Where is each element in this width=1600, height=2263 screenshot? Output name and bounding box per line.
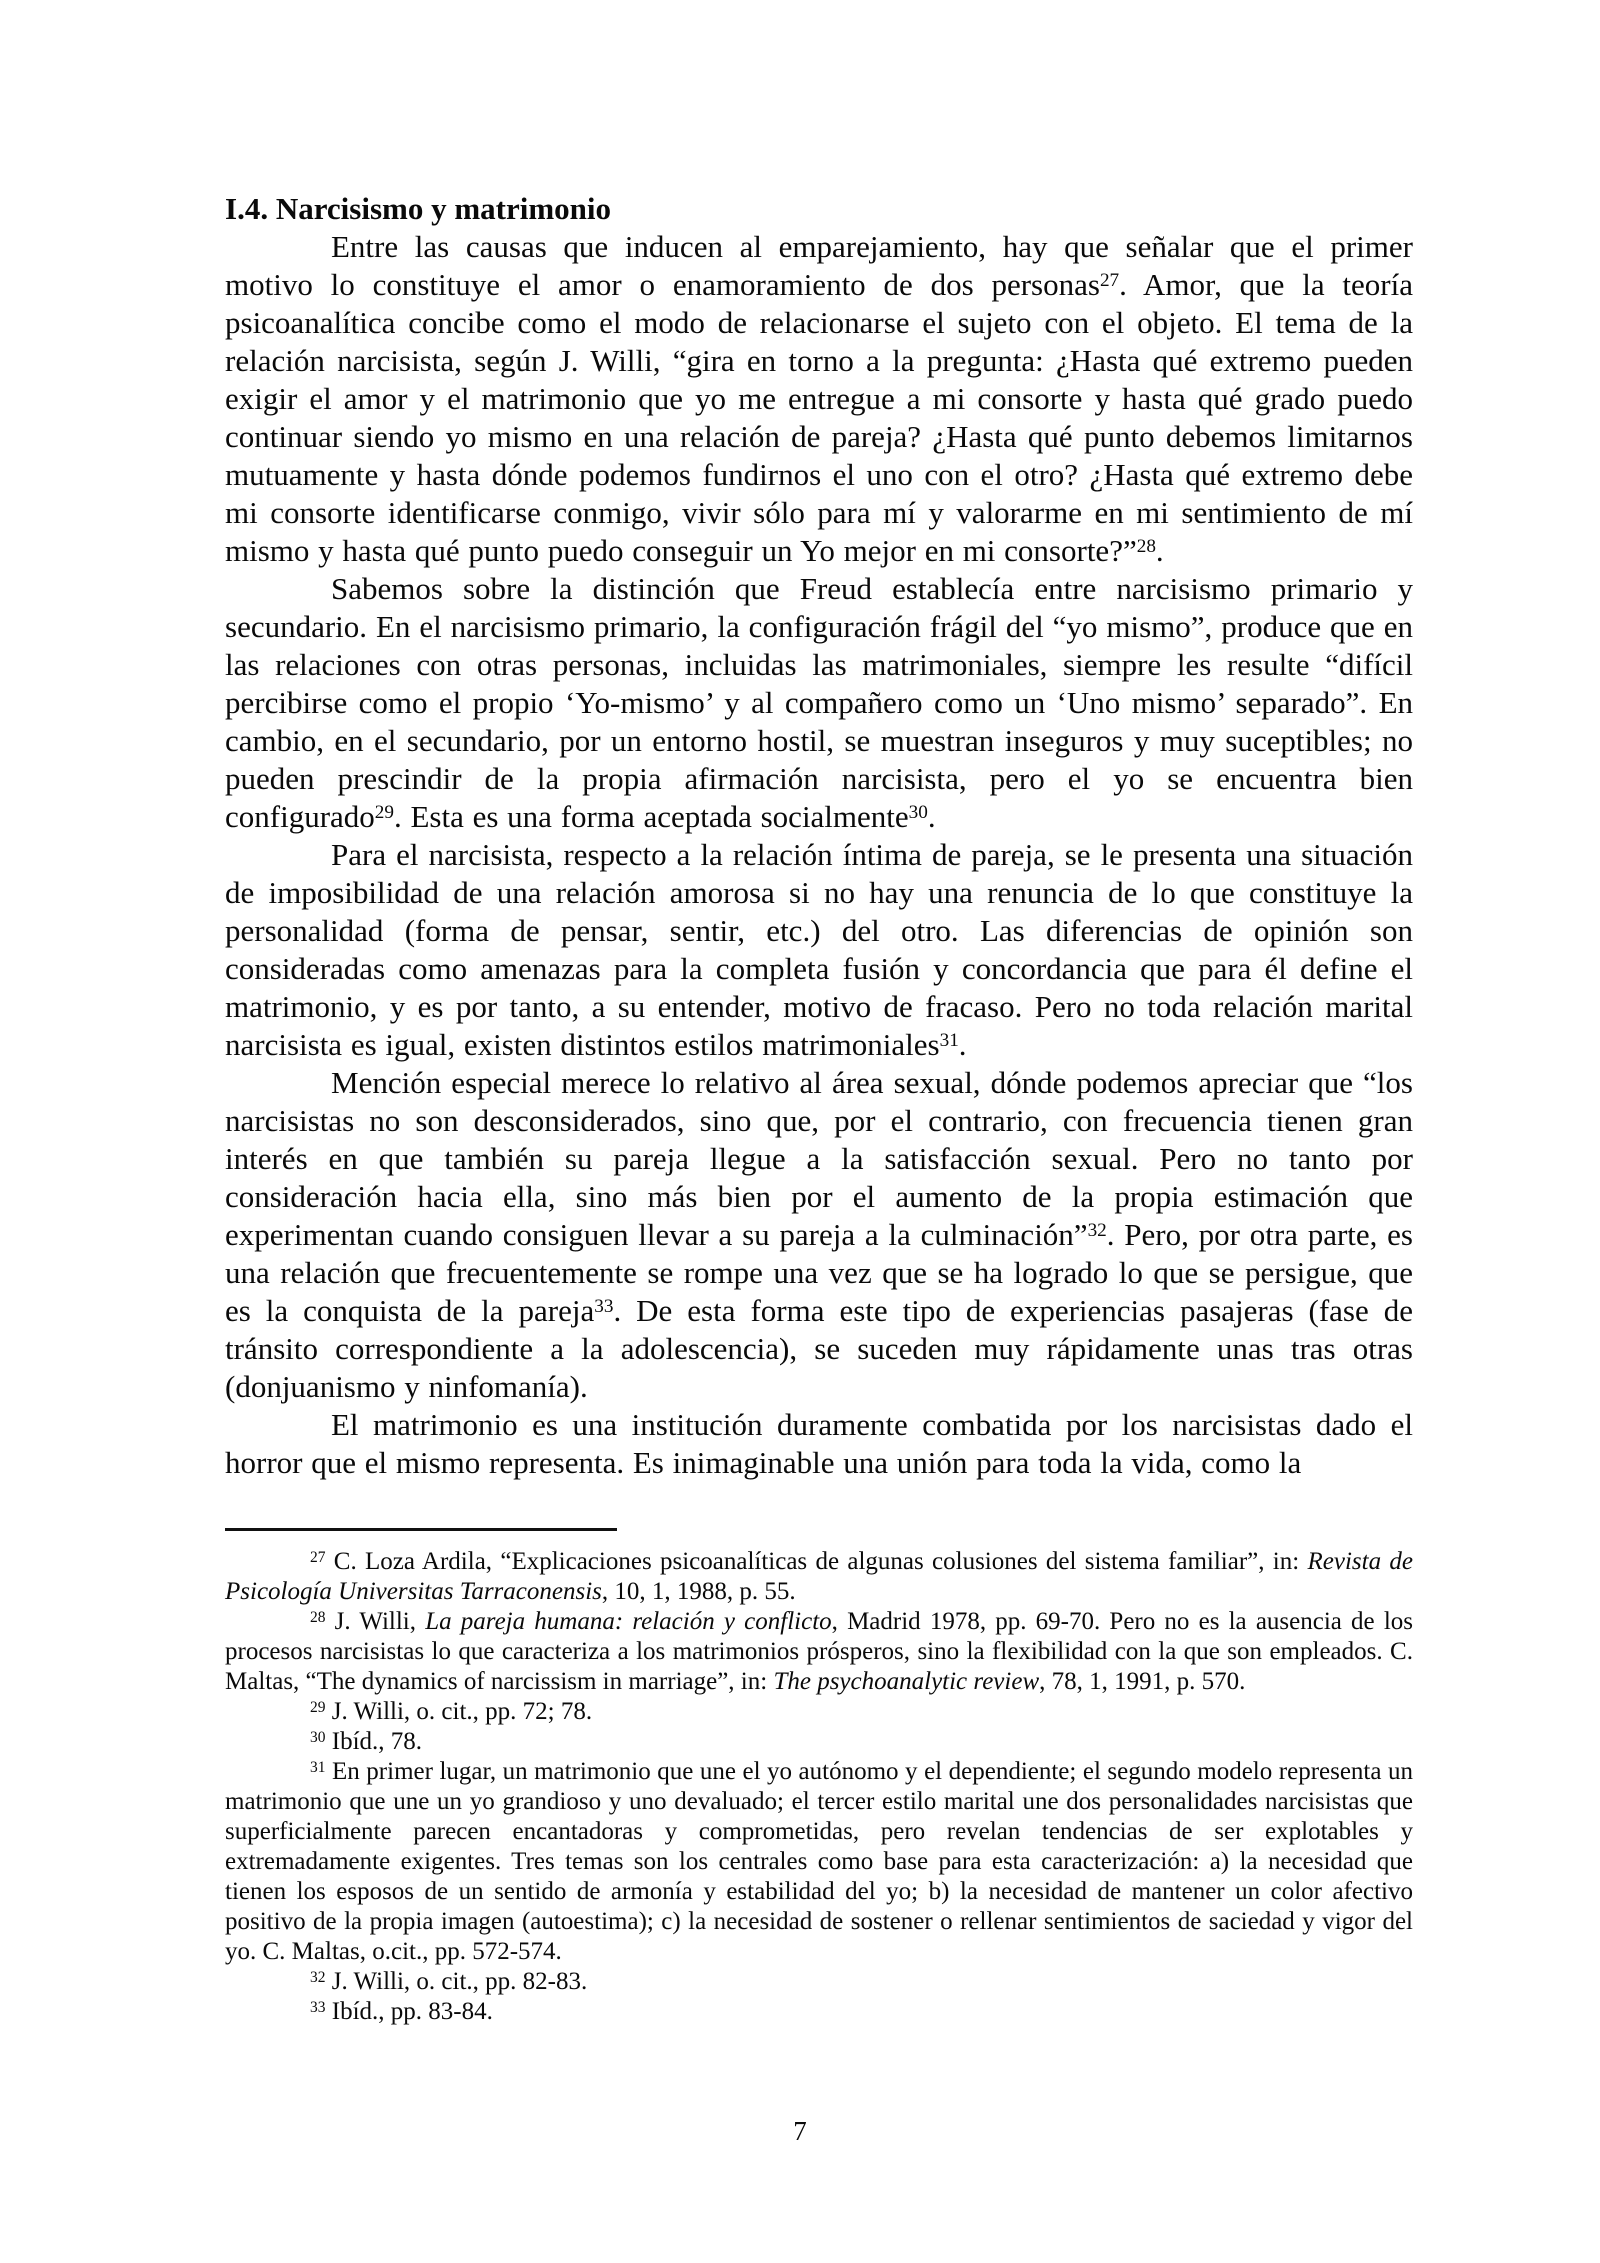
footnote-reference: 32 [1087, 1220, 1107, 1242]
footnote-reference: 27 [310, 1549, 326, 1567]
footnotes-block [225, 1528, 1413, 2027]
body-paragraph [225, 228, 1413, 570]
footnote-reference: 27 [1099, 270, 1120, 292]
text-run: . De esta forma este tipo de experiencias pasajeras (fase de tránsito correspondiente a la adolescencia), se suceden muy rápidamente unas tras otras (donjuanismo y ninfomanía). [225, 1293, 1413, 1404]
text-run: En primer lugar, un matrimonio que une el yo autónomo y el dependiente; el segundo modelo representa un matrimonio que une un yo grandioso y uno devaluado; el tercer estilo marital une dos personalidades narcisistas que superficialmente parecen encantadoras y comprometidas, pero revelan tendencias de ser explotables y extremadamente exigentes. Tres temas son los centrales como base para esta caracterización: a) la necesidad que tienen los esposos de un sentido de armonía y estabilidad del yo; b) la necesidad de mantener un color afectivo positivo de la propia imagen (autoestima); c) la necesidad de sostener o rellenar sentimientos de saciedad y vigor del yo. C. Maltas, o.cit., pp. 572-574. [225, 1758, 1413, 1965]
body-paragraph [225, 1406, 1413, 1482]
footnote-item [225, 1997, 1413, 2027]
footnote-reference: 28 [310, 1609, 326, 1627]
text-run: J. Willi, [325, 1608, 426, 1635]
text-run: Para el narcisista, respecto a la relación íntima de pareja, se le presenta una situación de imposibilidad de una relación amorosa si no hay una renuncia de lo que constituye la personalidad (forma de pensar, sentir, etc.) del otro. Las diferencias de opinión son consideradas como amenazas para la completa fusión y concordancia que para él define el matrimonio, y es por tanto, a su entender, motivo de fracaso. Pero no toda relación marital narcisista es igual, existen distintos estilos matrimoniales [225, 837, 1413, 1062]
text-run: El matrimonio es una institución duramente combatida por los narcisistas dado el horror que el mismo representa. Es inimaginable una unión para toda la vida, como la [225, 1407, 1413, 1480]
footnote-item [225, 1607, 1413, 1697]
text-run: Sabemos sobre la distinción que Freud establecía entre narcisismo primario y secundario. En el narcisismo primario, la configuración frágil del “yo mismo”, produce que en las relaciones con otras personas, incluidas las matrimoniales, siempre les resulte “difícil percibirse como el propio ‘Yo-mismo’ y al compañero como un ‘Uno mismo’ separado”. En cambio, en el secundario, por un entorno hostil, se muestran inseguros y muy suceptibles; no pueden prescindir de la propia afirmación narcisista, pero el yo se encuentra bien configurado [225, 571, 1413, 834]
text-run: J. Willi, o. cit., pp. 72; 78. [325, 1698, 593, 1725]
footnote-reference: 32 [310, 1969, 326, 1987]
footnote-item [225, 1727, 1413, 1757]
footnote-reference: 30 [310, 1729, 326, 1747]
footnote-list [225, 1547, 1413, 2027]
section-title: I.4. Narcisismo y matrimonio [225, 191, 612, 226]
footnote-reference: 33 [310, 1999, 326, 2017]
text-run: J. Willi, o. cit., pp. 82-83. [325, 1968, 588, 1995]
body-paragraph [225, 1064, 1413, 1406]
text-run: Ibíd., 78. [325, 1728, 423, 1755]
footnote-reference: 33 [594, 1296, 614, 1318]
text-run: . Esta es una forma aceptada socialmente [393, 799, 909, 834]
body-paragraph [225, 570, 1413, 836]
body-paragraph [225, 836, 1413, 1064]
cited-work-title: The psychoanalytic review [773, 1668, 1040, 1695]
footnote-separator [225, 1528, 617, 1531]
text-run: . Pero, por otra parte, es una relación que frecuentemente se rompe una vez que se ha logrado lo que se persigue, que es la conquista de la pareja [225, 1217, 1414, 1328]
text-run: . Amor, que la teoría psicoanalítica concibe como el modo de relacionarse el sujeto con el objeto. El tema de la relación narcisista, según J. Willi, “gira en torno a la pregunta: ¿Hasta qué extremo pueden exigir el amor y el matrimonio que yo me entregue a mi consorte y hasta qué grado puedo continuar siendo yo mismo en una relación de pareja? ¿Hasta qué punto debemos limitarnos mutuamente y hasta dónde podemos fundirnos el uno con el otro? ¿Hasta qué extremo debe mi consorte identificarse conmigo, vivir sólo para mí y valorarme en mi sentimiento de mí mismo y hasta qué punto puedo conseguir un Yo mejor en mi consorte?” [225, 267, 1413, 568]
text-run: Mención especial merece lo relativo al área sexual, dónde podemos apreciar que “los narcisistas no son desconsiderados, sino que, por el contrario, con frecuencia tienen gran interés en que también su pareja llegue a la satisfacción sexual. Pero no tanto por consideración hacia ella, sino más bien por el aumento de la propia estimación que experimentan cuando consiguen llevar a su pareja a la culminación” [225, 1065, 1413, 1252]
footnote-item [225, 1967, 1413, 1997]
cited-work-title: Revista de Psicología Universitas Tarraconensis [225, 1548, 1414, 1605]
main-text-block [225, 190, 1413, 1482]
page-number: 7 [793, 2116, 807, 2146]
text-run: , 78, 1, 1991, p. 570. [1039, 1668, 1246, 1695]
text-run: , Madrid 1978, pp. 69-70. Pero no es la ausencia de los procesos narcisistas lo que caracteriza a los matrimonios prósperos, sino la flexibilidad con la que son empleados. C. Maltas, “The dynamics of narcissism in marriage”, in: [225, 1608, 1413, 1695]
footnote-reference: 29 [374, 802, 394, 824]
footnote-reference: 31 [939, 1030, 959, 1052]
text-run: . [927, 799, 936, 834]
body-paragraphs [225, 228, 1413, 1482]
text-run: Entre las causas que inducen al emparejamiento, hay que señalar que el primer motivo lo constituye el amor o enamoramiento de dos personas [225, 229, 1413, 302]
footnote-reference: 31 [310, 1759, 326, 1777]
footnote-item [225, 1547, 1413, 1607]
footnote-reference: 30 [908, 802, 928, 824]
text-run: . [1155, 533, 1164, 568]
text-run: . [958, 1027, 967, 1062]
footnote-item [225, 1757, 1413, 1967]
text-run: , 10, 1, 1988, p. 55. [601, 1578, 796, 1605]
footnote-item [225, 1697, 1413, 1727]
footnote-reference: 28 [1136, 536, 1156, 558]
text-run: C. Loza Ardila, “Explicaciones psicoanalíticas de algunas colusiones del sistema familiar”, in: [325, 1548, 1308, 1575]
footnote-reference: 29 [310, 1699, 326, 1717]
cited-work-title: La pareja humana: relación y conflicto [425, 1608, 832, 1635]
text-run: Ibíd., pp. 83-84. [325, 1998, 493, 2025]
